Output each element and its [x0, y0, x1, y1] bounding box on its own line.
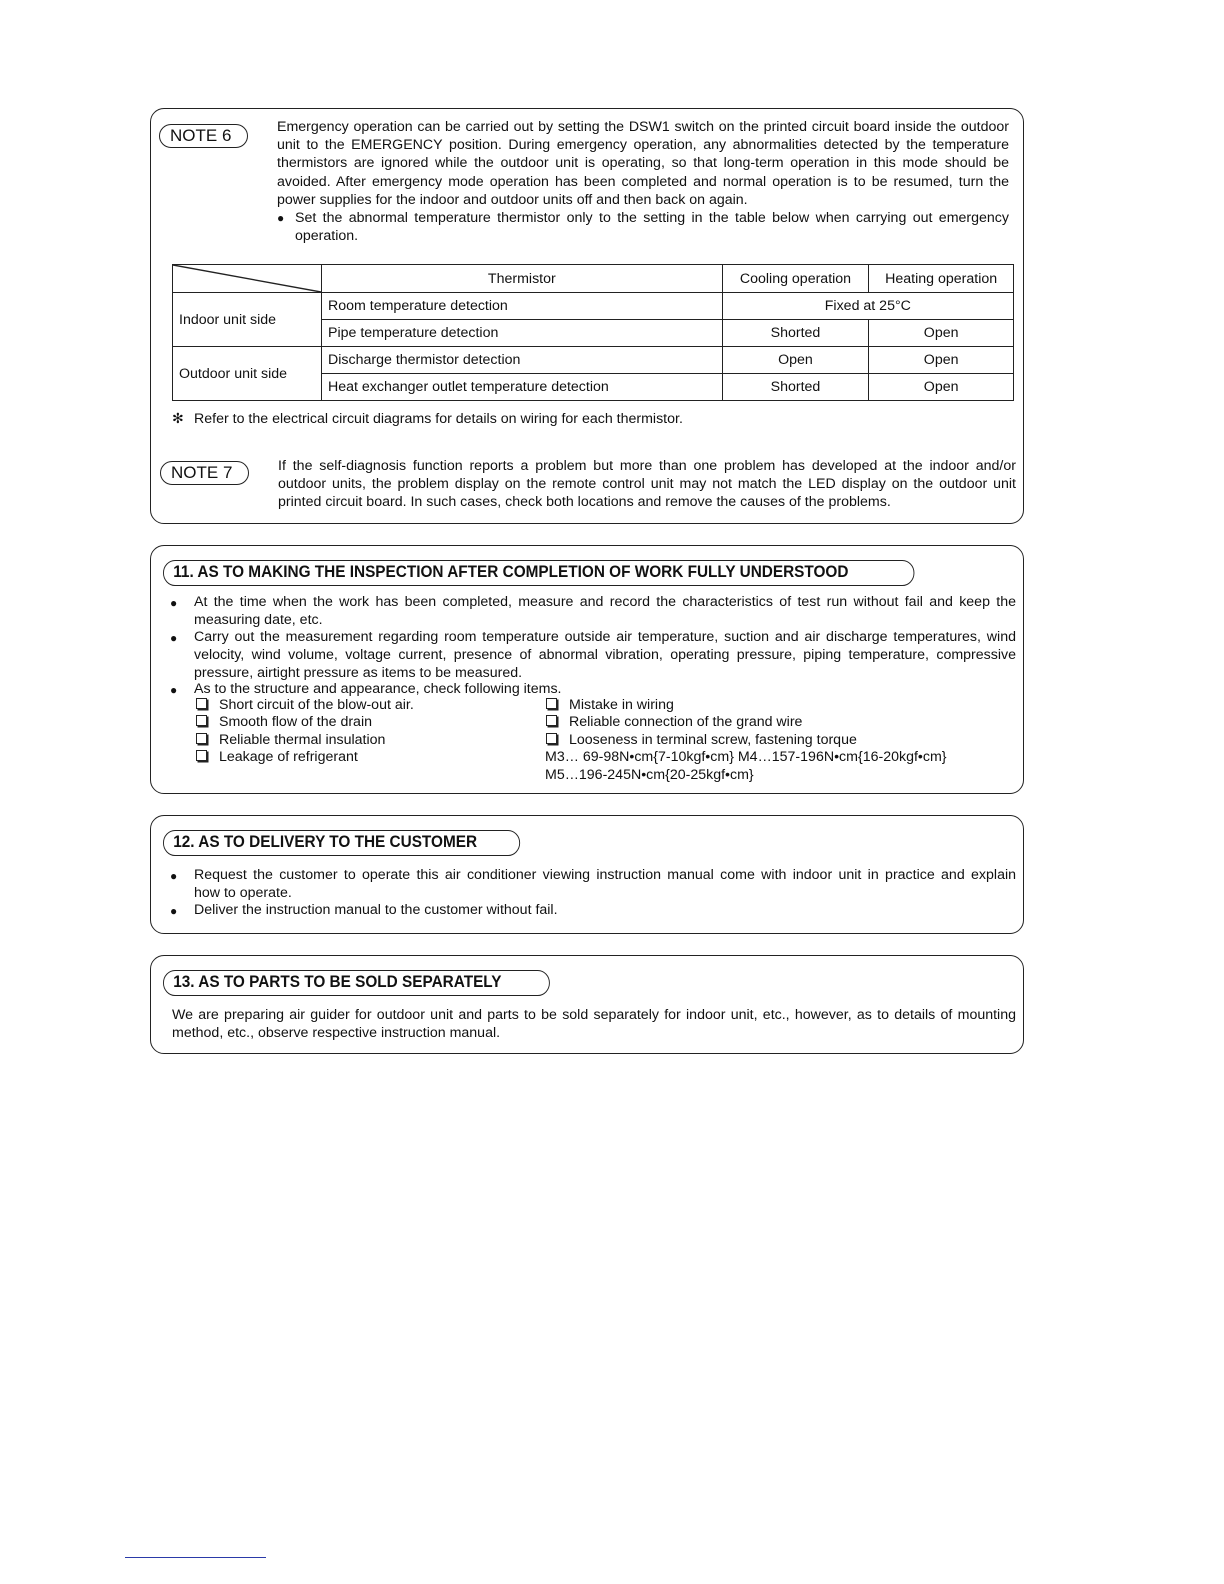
- thermistor-cell: Pipe temperature detection: [322, 320, 723, 347]
- note6-line: thermistors are ignored while the outdoor unit is operating, so that long-term operation in this mode should be: [277, 155, 1009, 172]
- checkbox-icon: [546, 698, 557, 709]
- header-cooling: Cooling operation: [722, 265, 869, 293]
- note6-line: unit to the EMERGENCY position. During emergency operation, any abnormalities detected by the temperature: [277, 137, 1009, 154]
- bullet-icon: ●: [277, 211, 285, 225]
- section11-title: 11. AS TO MAKING THE INSPECTION AFTER COMPLETION OF WORK FULLY UNDERSTOOD: [163, 560, 914, 586]
- cooling-cell: Shorted: [722, 320, 869, 347]
- checkbox-icon: [546, 715, 557, 726]
- section13-line: method, etc., observe respective instruction manual.: [172, 1025, 501, 1042]
- table-corner-cell: [173, 265, 322, 293]
- bullet-icon: ●: [170, 631, 178, 645]
- table-row: [173, 293, 1014, 320]
- thermistor-cell: Discharge thermistor detection: [322, 347, 723, 374]
- check-label: Reliable thermal insulation: [219, 731, 386, 748]
- check-label: Short circuit of the blow-out air.: [219, 697, 414, 713]
- note6-bullet-line: operation.: [295, 228, 359, 245]
- side-cell: Outdoor unit side: [173, 347, 322, 401]
- section12-bullet-2: [194, 901, 1016, 919]
- table-row: [173, 347, 1014, 374]
- section12-title: 12. AS TO DELIVERY TO THE CUSTOMER: [163, 830, 520, 856]
- note6-line: power supplies for the indoor and outdoor units off and then back on again.: [277, 191, 748, 208]
- check-item: [546, 714, 947, 731]
- table-footnote: [172, 410, 1012, 428]
- check-item: [196, 749, 414, 766]
- note6-bullet-text: [295, 209, 1009, 245]
- footnote-text: Refer to the electrical circuit diagrams for details on wiring for each thermistor.: [194, 411, 683, 427]
- note6-label: NOTE 6: [159, 124, 248, 148]
- bullet-line: Request the customer to operate this air conditioner viewing instruction manual come with indoor unit in practice and explain: [194, 867, 1016, 883]
- heating-cell: Open: [869, 374, 1014, 401]
- footer-rule: [125, 1557, 266, 1558]
- checklist-left: [196, 697, 414, 767]
- section13-line: We are preparing air guider for outdoor unit and parts to be sold separately for indoor unit, etc., however, as to details of mounting: [172, 1007, 1016, 1023]
- section11-bullet-3: [194, 680, 1016, 698]
- note6-text: [277, 118, 1009, 209]
- section13-title: 13. AS TO PARTS TO BE SOLD SEPARATELY: [163, 970, 550, 996]
- heating-cell: Open: [869, 320, 1014, 347]
- torque-line: M5…196-245N•cm{20-25kgf•cm}: [545, 766, 754, 783]
- bullet-line: Carry out the measurement regarding room temperature outside air temperature, suction and air discharge temperatures, wind: [194, 629, 1016, 645]
- heating-cell: Open: [869, 347, 1014, 374]
- checkbox-icon: [196, 750, 207, 761]
- bullet-icon: ●: [170, 869, 178, 883]
- thermistor-cell: Room temperature detection: [322, 293, 723, 320]
- section11-bullet-1: [194, 593, 1016, 629]
- section12-bullet-1: [194, 866, 1016, 902]
- diagonal-line: [173, 265, 321, 292]
- check-item: [196, 714, 414, 731]
- torque-line: M3… 69-98N•cm{7-10kgf•cm} M4…157-196N•cm{16-20kgf•cm}: [545, 749, 947, 766]
- bullet-line: measuring date, etc.: [194, 612, 323, 629]
- bullet-line: Deliver the instruction manual to the customer without fail.: [194, 902, 558, 918]
- bullet-line: how to operate.: [194, 885, 292, 902]
- checkbox-icon: [196, 733, 207, 744]
- bullet-line: As to the structure and appearance, check following items.: [194, 681, 562, 697]
- bullet-line: At the time when the work has been completed, measure and record the characteristics of test run without fail and keep the: [194, 594, 1016, 610]
- note6-bullet-line: Set the abnormal temperature thermistor only to the setting in the table below when carrying out emergency: [295, 210, 1009, 226]
- note7-line: printed circuit board. In such cases, check both locations and remove the causes of the problems.: [278, 494, 891, 511]
- cooling-cell: Open: [722, 347, 869, 374]
- note7-line: outdoor units, the problem display on the remote control unit may not match the LED display on the outdoor unit: [278, 476, 1016, 493]
- check-item: [196, 697, 414, 714]
- check-label: Reliable connection of the grand wire: [569, 714, 803, 731]
- side-cell: Indoor unit side: [173, 293, 322, 347]
- check-label: Looseness in terminal screw, fastening torque: [569, 731, 857, 748]
- check-label: Smooth flow of the drain: [219, 714, 372, 731]
- bullet-icon: ●: [170, 596, 178, 610]
- bullet-line: pressure, airtight pressure as items to be measured.: [194, 665, 523, 682]
- note7-label: NOTE 7: [160, 461, 249, 485]
- cooling-cell: Shorted: [722, 374, 869, 401]
- note6-line: Emergency operation can be carried out by setting the DSW1 switch on the printed circuit board inside the outdoor: [277, 119, 1009, 135]
- header-thermistor: Thermistor: [322, 265, 723, 293]
- note7-text: [278, 457, 1016, 512]
- section13-text: [172, 1006, 1016, 1042]
- bullet-icon: ●: [170, 904, 178, 918]
- thermistor-table: [172, 264, 1014, 401]
- header-heating: Heating operation: [869, 265, 1014, 293]
- checkbox-icon: [196, 698, 207, 709]
- check-label: Leakage of refrigerant: [219, 749, 358, 766]
- bullet-icon: ●: [170, 683, 178, 697]
- table-header-row: [173, 265, 1014, 293]
- thermistor-cell: Heat exchanger outlet temperature detection: [322, 374, 723, 401]
- checkbox-icon: [196, 715, 207, 726]
- bullet-line: velocity, wind volume, voltage current, presence of abnormal vibration, operating pressure, piping temperature, compressive: [194, 647, 1016, 664]
- check-item: [546, 697, 947, 714]
- asterisk-icon: ✻: [172, 411, 184, 427]
- checklist-right: [546, 697, 947, 784]
- check-label: Mistake in wiring: [569, 697, 674, 713]
- note7-line: If the self-diagnosis function reports a problem but more than one problem has developed at the indoor and/or: [278, 458, 1016, 474]
- merged-value-cell: Fixed at 25°C: [722, 293, 1013, 320]
- check-item: [196, 732, 414, 749]
- checkbox-icon: [546, 733, 557, 744]
- check-item: [546, 732, 947, 749]
- section11-bullet-2: [194, 628, 1016, 683]
- note6-line: avoided. After emergency mode operation has been completed and normal operation is to be resumed, turn the: [277, 173, 1009, 190]
